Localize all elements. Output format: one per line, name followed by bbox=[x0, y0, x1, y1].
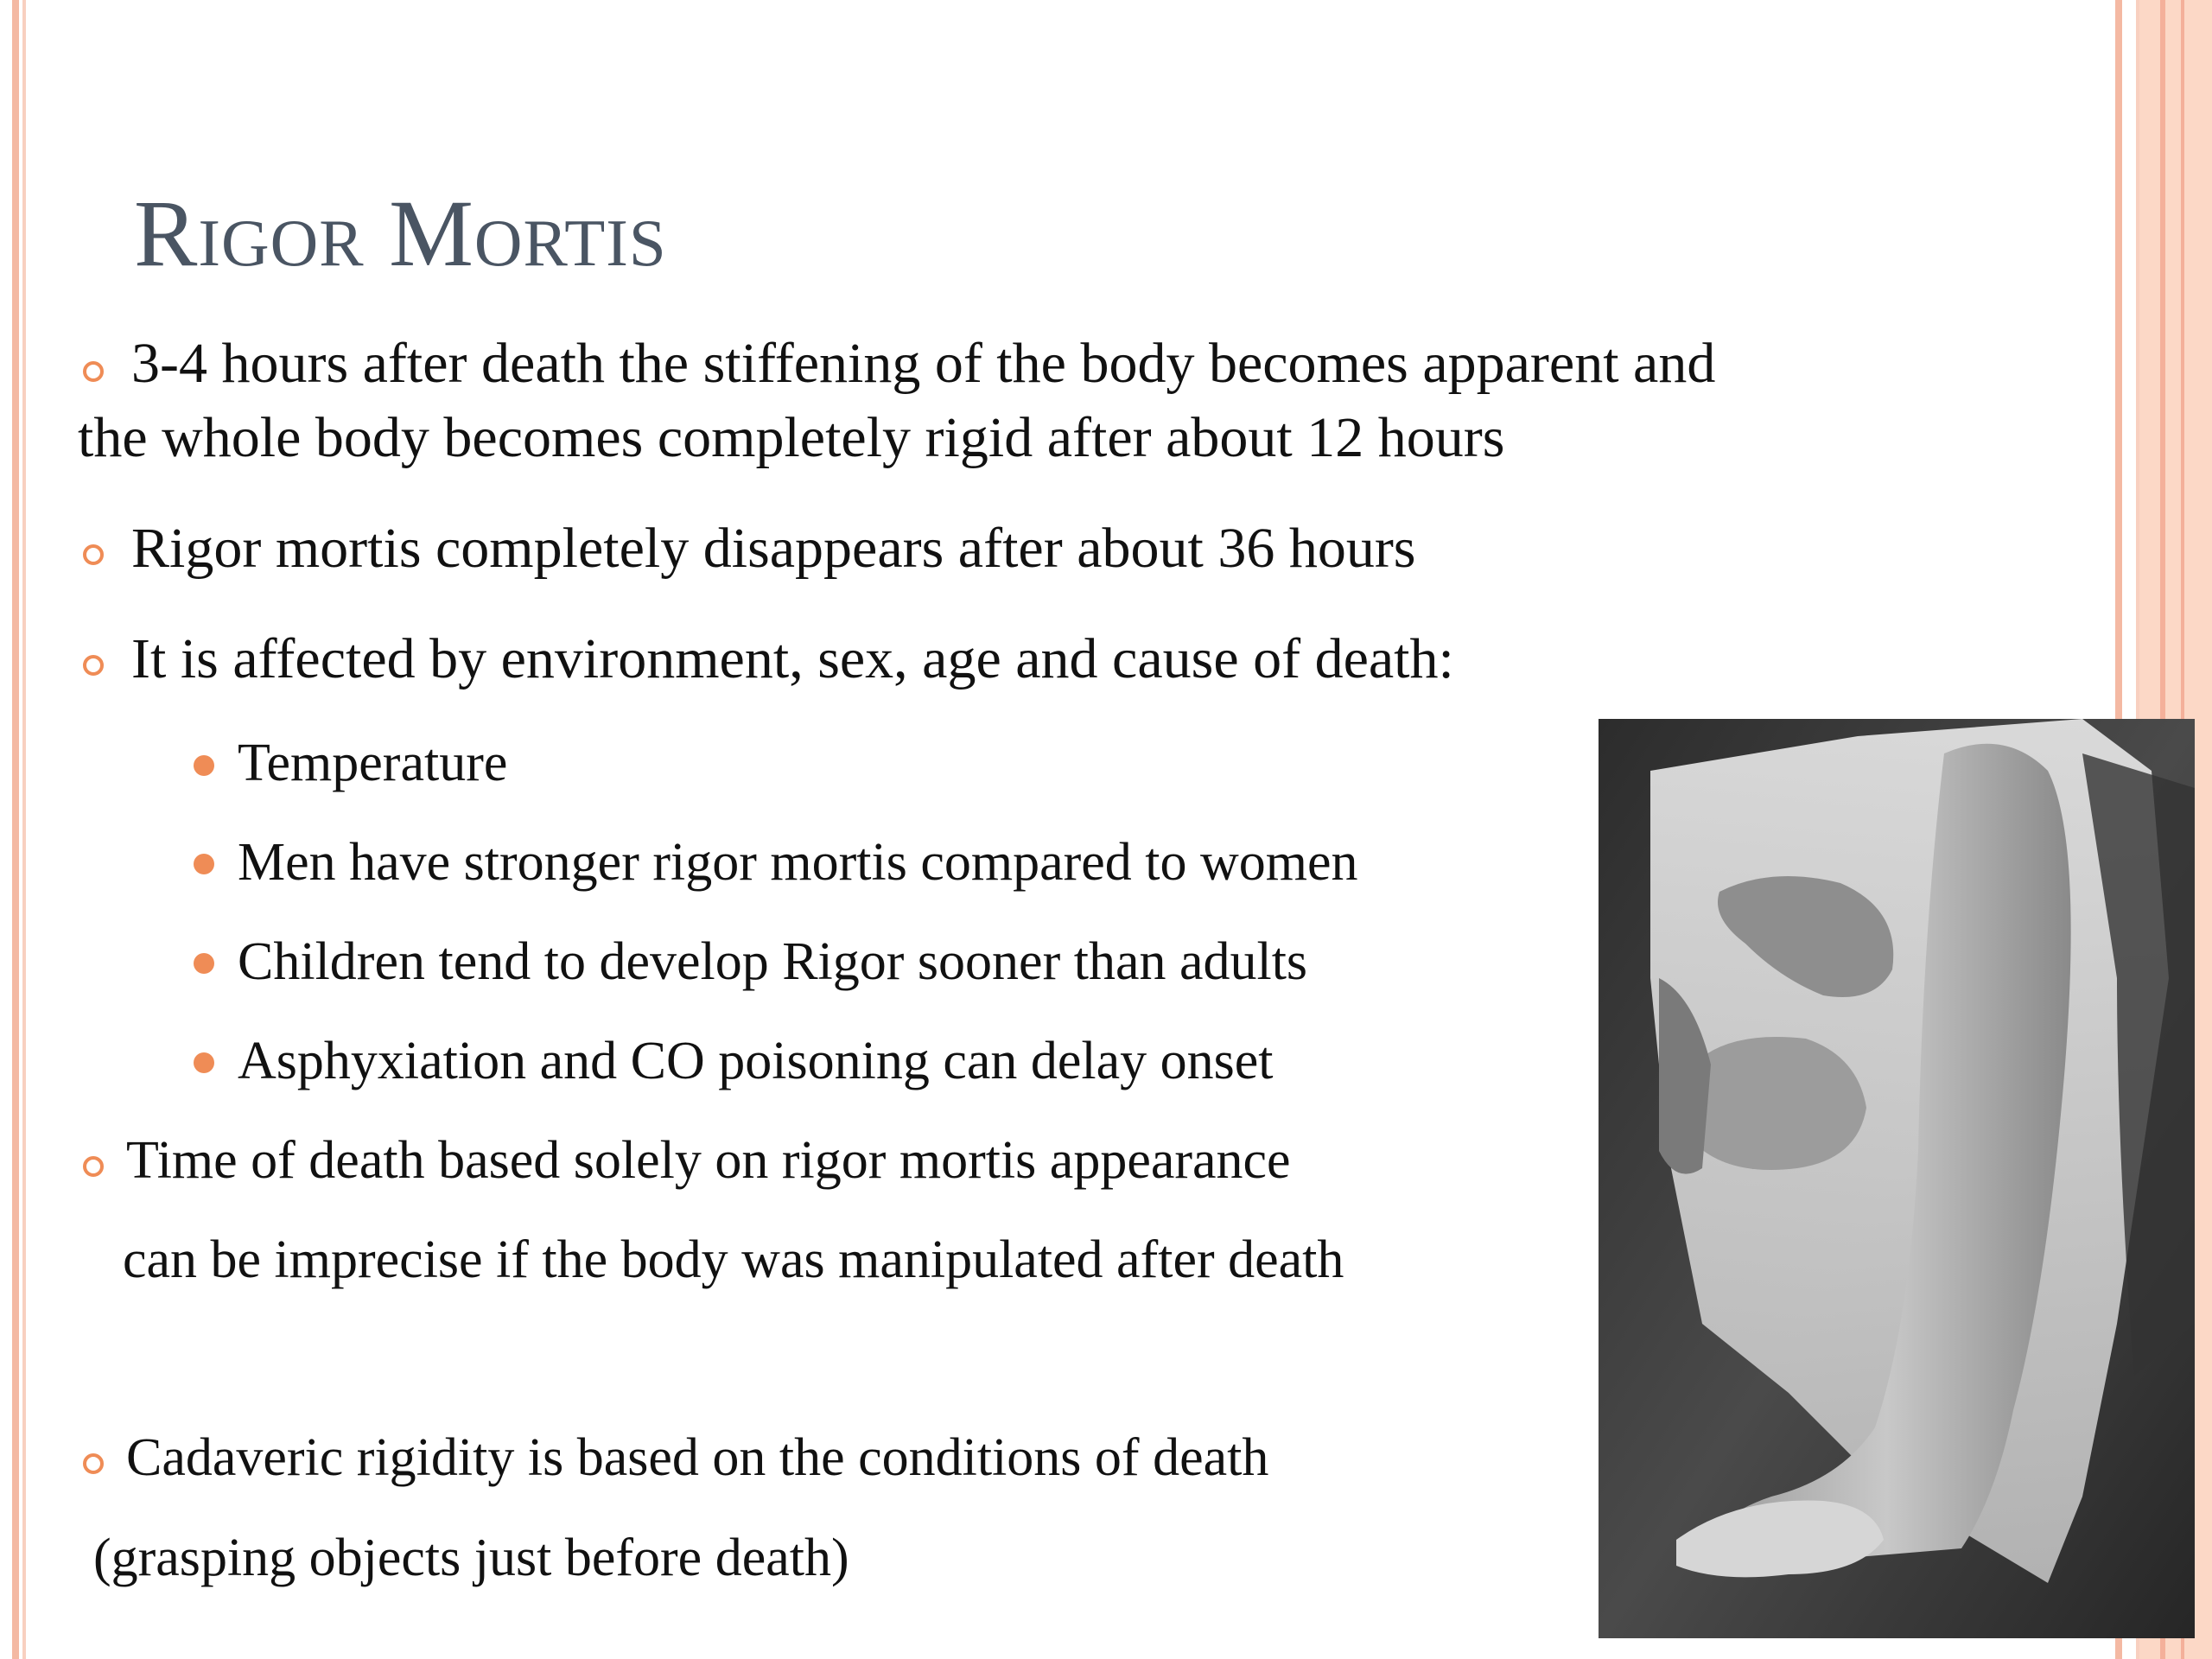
ring-bullet-icon bbox=[83, 544, 104, 565]
slide-title: Rigor Mortis bbox=[134, 181, 667, 286]
sub-bullet-text: Temperature bbox=[238, 734, 508, 792]
dot-bullet-icon bbox=[194, 953, 214, 974]
bullet-text: Rigor mortis completely disappears after about 36 hours bbox=[131, 517, 1416, 580]
bullet-text-continued: (grasping objects just before death) bbox=[93, 1529, 849, 1587]
dot-bullet-icon bbox=[194, 854, 214, 874]
dot-bullet-icon bbox=[194, 1052, 214, 1073]
sub-bullet-text: Men have stronger rigor mortis compared to women bbox=[238, 833, 1358, 892]
bullet-text-continued: can be imprecise if the body was manipulated after death bbox=[123, 1230, 1344, 1289]
sub-bullet-text: Asphyxiation and CO poisoning can delay onset bbox=[238, 1032, 1274, 1090]
bullet-text: Time of death based solely on rigor mortis appearance bbox=[126, 1131, 1291, 1190]
bullet-text: 3-4 hours after death the stiffening of the body becomes apparent and bbox=[131, 332, 1716, 395]
dot-bullet-icon bbox=[194, 755, 214, 776]
bullet-text: Cadaveric rigidity is based on the conditions of death bbox=[126, 1428, 1269, 1487]
ring-bullet-icon bbox=[83, 1156, 104, 1177]
ring-bullet-icon bbox=[83, 1453, 104, 1474]
sub-bullet-text: Children tend to develop Rigor sooner than adults bbox=[238, 932, 1308, 991]
bullet-text-continued: the whole body becomes completely rigid after about 12 hours bbox=[78, 406, 1505, 469]
left-border-thin-line bbox=[22, 0, 26, 1659]
ring-bullet-icon bbox=[83, 655, 104, 676]
left-border-line bbox=[12, 0, 19, 1659]
rigor-mortis-photo bbox=[1599, 719, 2195, 1638]
bullet-text: It is affected by environment, sex, age and cause of death: bbox=[131, 627, 1454, 690]
ring-bullet-icon bbox=[83, 361, 104, 382]
